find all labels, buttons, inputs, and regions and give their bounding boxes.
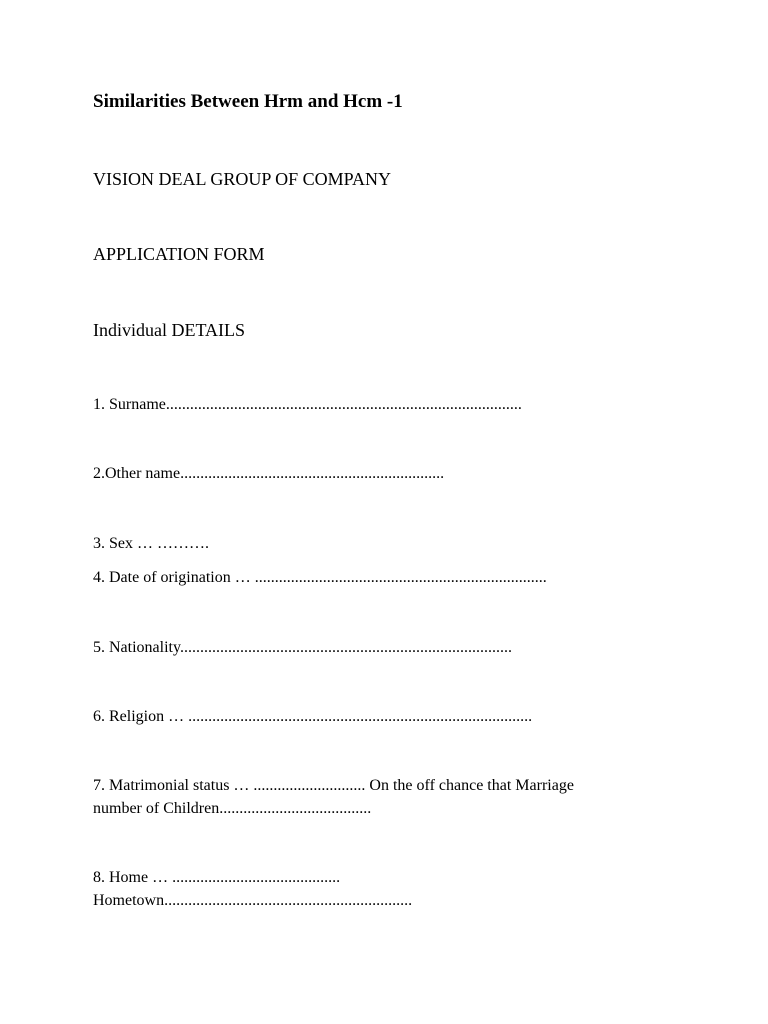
field-matrimonial-status: 7. Matrimonial status … ............................ On the off chance that Marriage <box>93 777 574 794</box>
field-other-name: 2.Other name.................................................................. <box>93 465 445 482</box>
company-name: VISION DEAL GROUP OF COMPANY <box>93 169 392 189</box>
field-nationality: 5. Nationality................................................................................... <box>93 639 512 656</box>
field-hometown: Hometown.............................................................. <box>93 892 413 909</box>
section-heading: Individual DETAILS <box>93 320 246 340</box>
document-title: Similarities Between Hrm and Hcm -1 <box>93 91 403 112</box>
field-sex: 3. Sex … ………. <box>93 535 209 552</box>
field-surname: 1. Surname......................................................................................... <box>93 396 522 413</box>
form-name: APPLICATION FORM <box>93 244 265 264</box>
field-religion: 6. Religion … ...................................................................................... <box>93 708 533 725</box>
field-number-of-children: number of Children...................................... <box>93 800 372 817</box>
field-home: 8. Home … .......................................... <box>93 869 341 886</box>
field-date-of-origination: 4. Date of origination … ......................................................................... <box>93 569 547 586</box>
